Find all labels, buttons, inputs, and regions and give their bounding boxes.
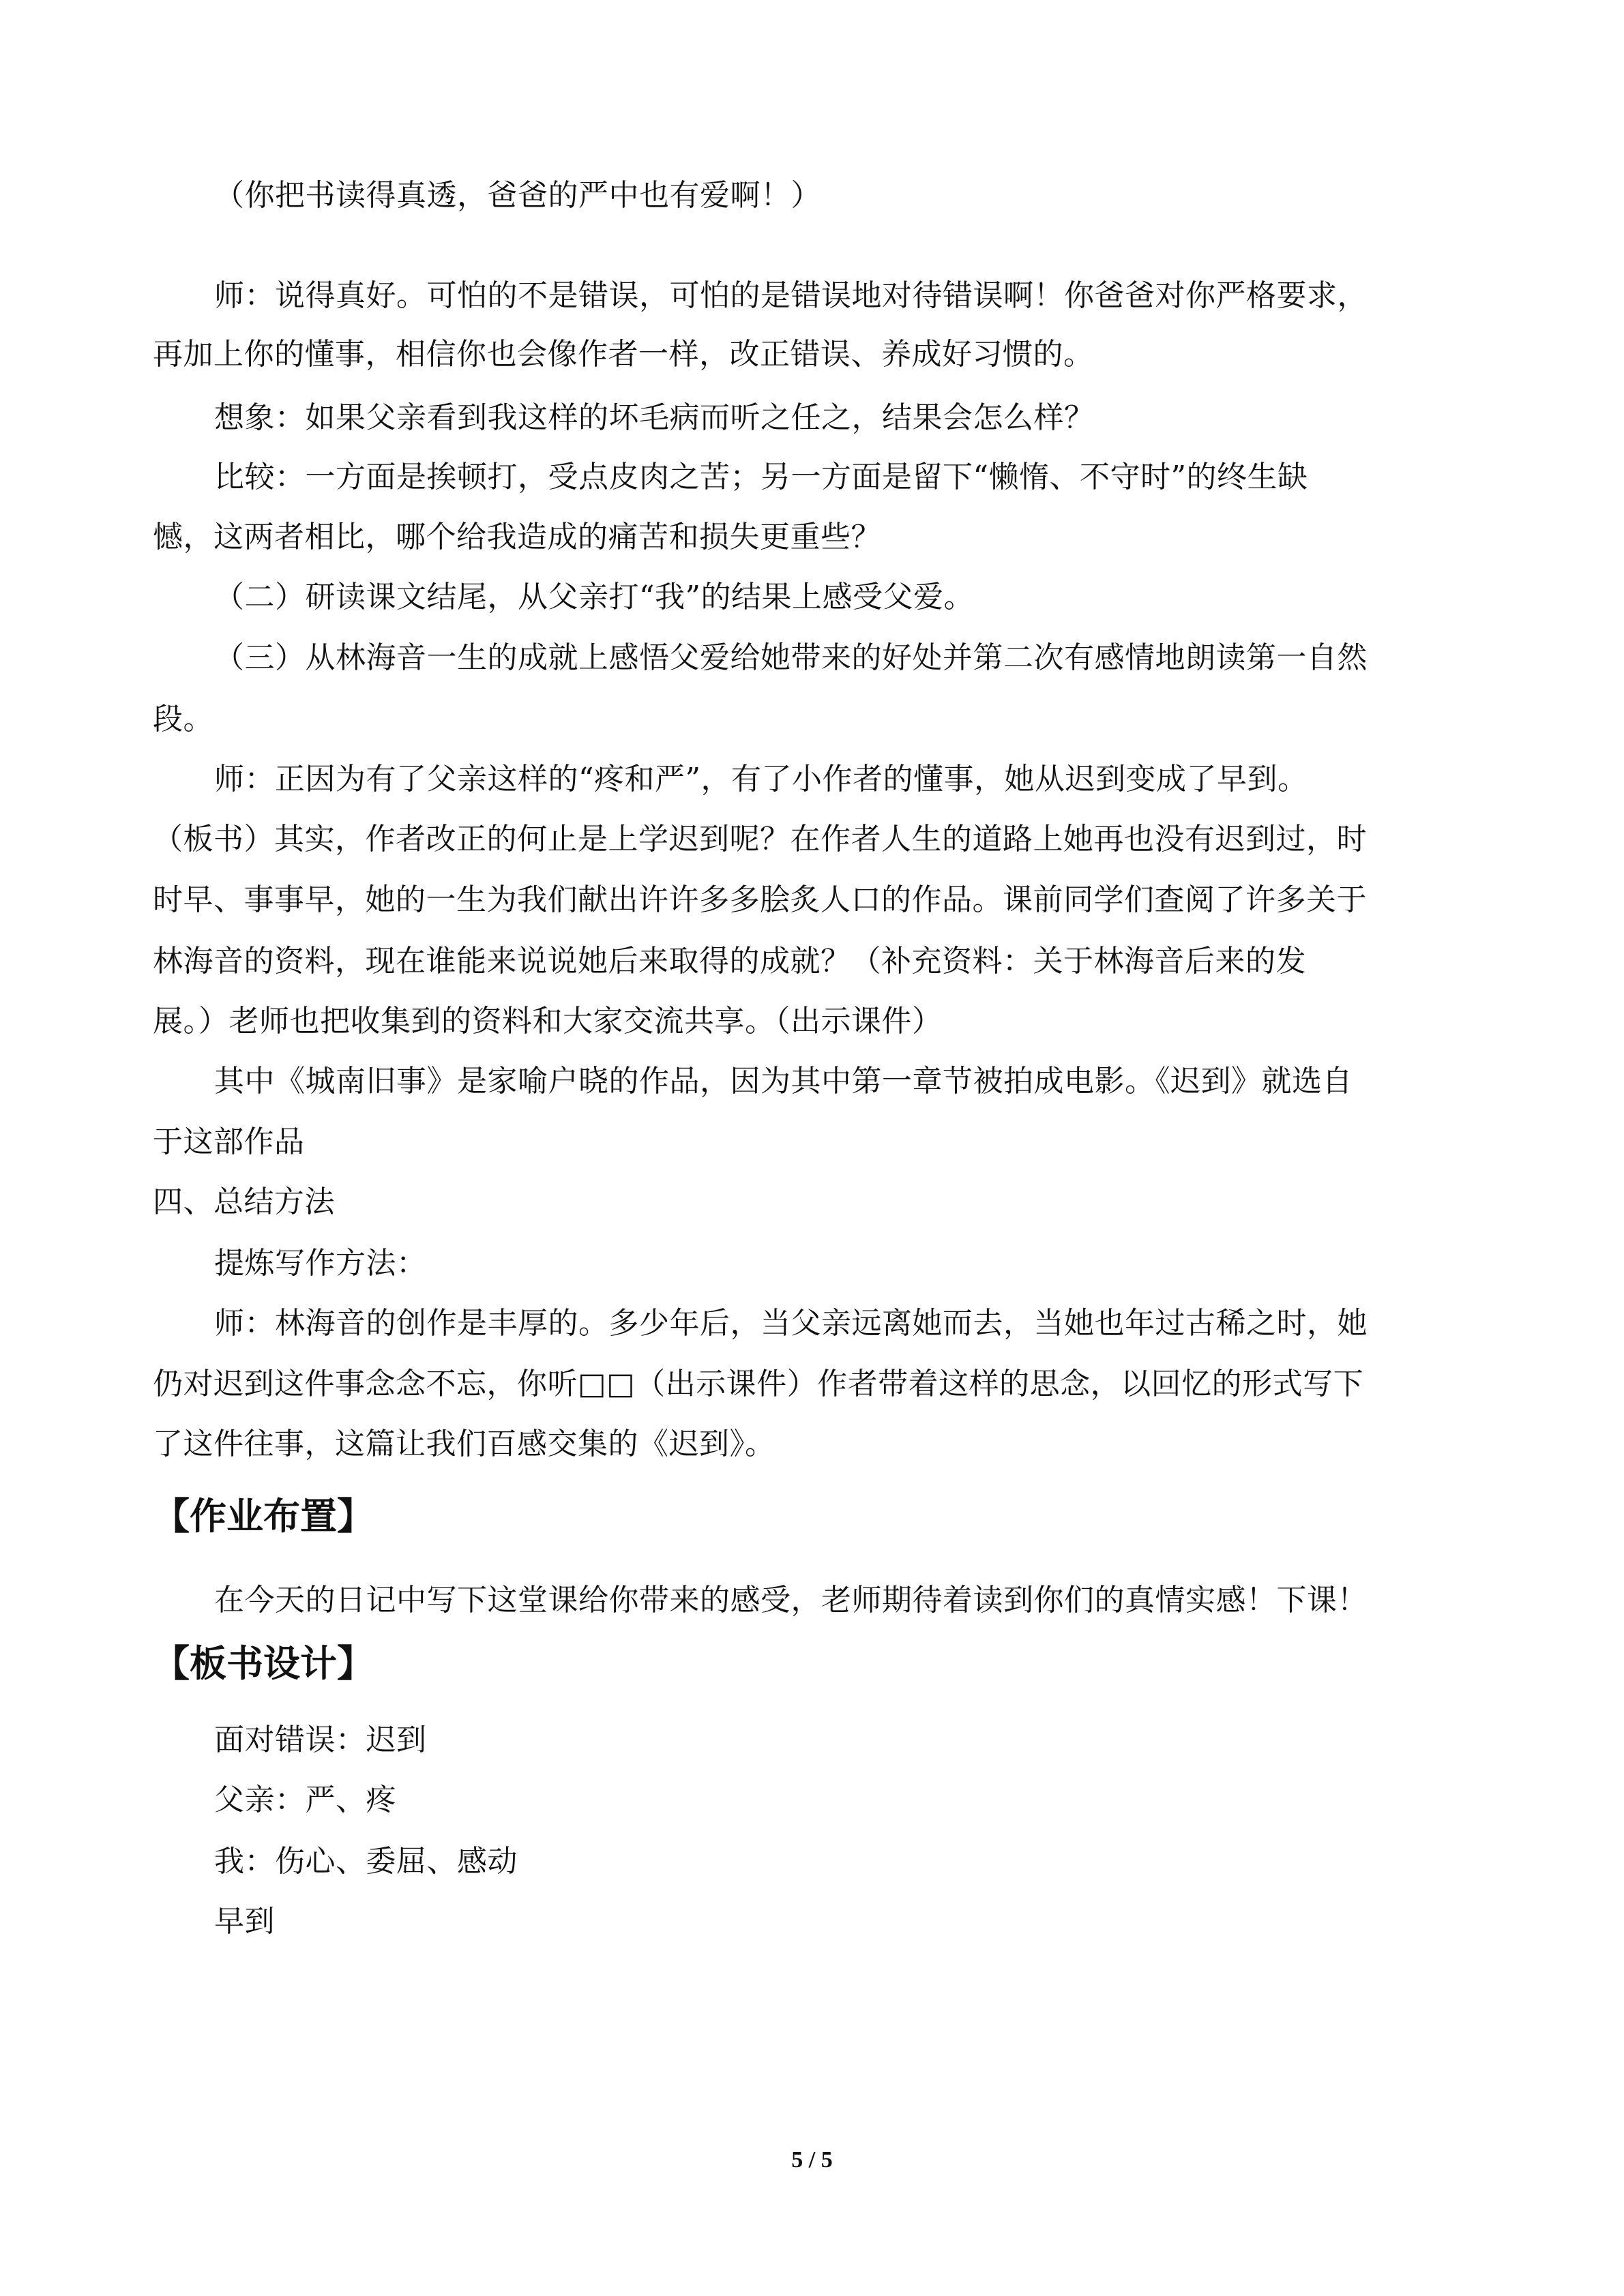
paragraph-line: 提炼写作方法： [214,1246,427,1281]
board-design-heading: 【板书设计】 [153,1642,374,1685]
paragraph-line: 再加上你的懂事，相信你也会像作者一样，改正错误、养成好习惯的。 [153,337,1094,372]
page-number: 5 / 5 [791,2147,833,2173]
paragraph-line: （板书）其实，作者改正的何止是上学迟到呢？在作者人生的道路上她再也没有迟到过，时 [153,822,1367,856]
paragraph-line: （二）研读课文结尾，从父亲打“我”的结果上感受父爱。 [214,580,974,614]
paragraph-line: 比较：一方面是挨顿打，受点皮肉之苦；另一方面是留下“懒惰、不守时”的终生缺 [214,460,1308,494]
paragraph-line: 时早、事事早，她的一生为我们献出许许多多脍炙人口的作品。课前同学们查阅了许多关于 [153,882,1367,917]
paragraph-line: 师：说得真好。可怕的不是错误，可怕的是错误地对待错误啊！你爸爸对你严格要求， [214,278,1368,313]
board-item: 我：伤心、委屈、感动 [214,1844,518,1879]
paragraph-line: 仍对迟到这件事念念不忘，你听□□（出示课件）作者带着这样的思念，以回忆的形式写下 [153,1367,1364,1401]
paragraph-line: 段。 [153,702,213,736]
paragraph-line: 于这部作品 [153,1124,305,1159]
paragraph-line: 其中《城南旧事》是家喻户晓的作品，因为其中第一章节被拍成电影。《迟到》就选自 [214,1064,1353,1099]
paragraph-line: （你把书读得真透，爸爸的严中也有爱啊！） [214,178,821,213]
section-title: 四、总结方法 [153,1184,335,1219]
paragraph-line: 憾，这两者相比，哪个给我造成的痛苦和损失更重些？ [153,520,881,554]
paragraph-line: （三）从林海音一生的成就上感悟父爱给她带来的好处并第二次有感情地朗读第一自然 [214,640,1368,675]
paragraph-line: 师：林海音的创作是丰厚的。多少年后，当父亲远离她而去，当她也年过古稀之时，她 [214,1306,1368,1341]
paragraph-line: 想象：如果父亲看到我这样的坏毛病而听之任之，结果会怎么样？ [214,400,1095,435]
paragraph-line: 师：正因为有了父亲这样的“疼和严”，有了小作者的懂事，她从迟到变成了早到。 [214,762,1308,796]
homework-heading: 【作业布置】 [153,1495,374,1538]
board-item: 早到 [214,1904,275,1939]
board-item: 父亲：严、疼 [214,1783,396,1817]
homework-text: 在今天的日记中写下这堂课给你带来的感受，老师期待着读到你们的真情实感！下课！ [214,1583,1368,1617]
paragraph-line: 了这件往事，这篇让我们百感交集的《迟到》。 [153,1427,776,1461]
paragraph-line: 展。）老师也把收集到的资料和大家交流共享。（出示课件） [153,1004,943,1039]
board-item: 面对错误：迟到 [214,1723,427,1757]
paragraph-line: 林海音的资料，现在谁能来说说她后来取得的成就？（补充资料：关于林海音后来的发 [153,944,1306,979]
